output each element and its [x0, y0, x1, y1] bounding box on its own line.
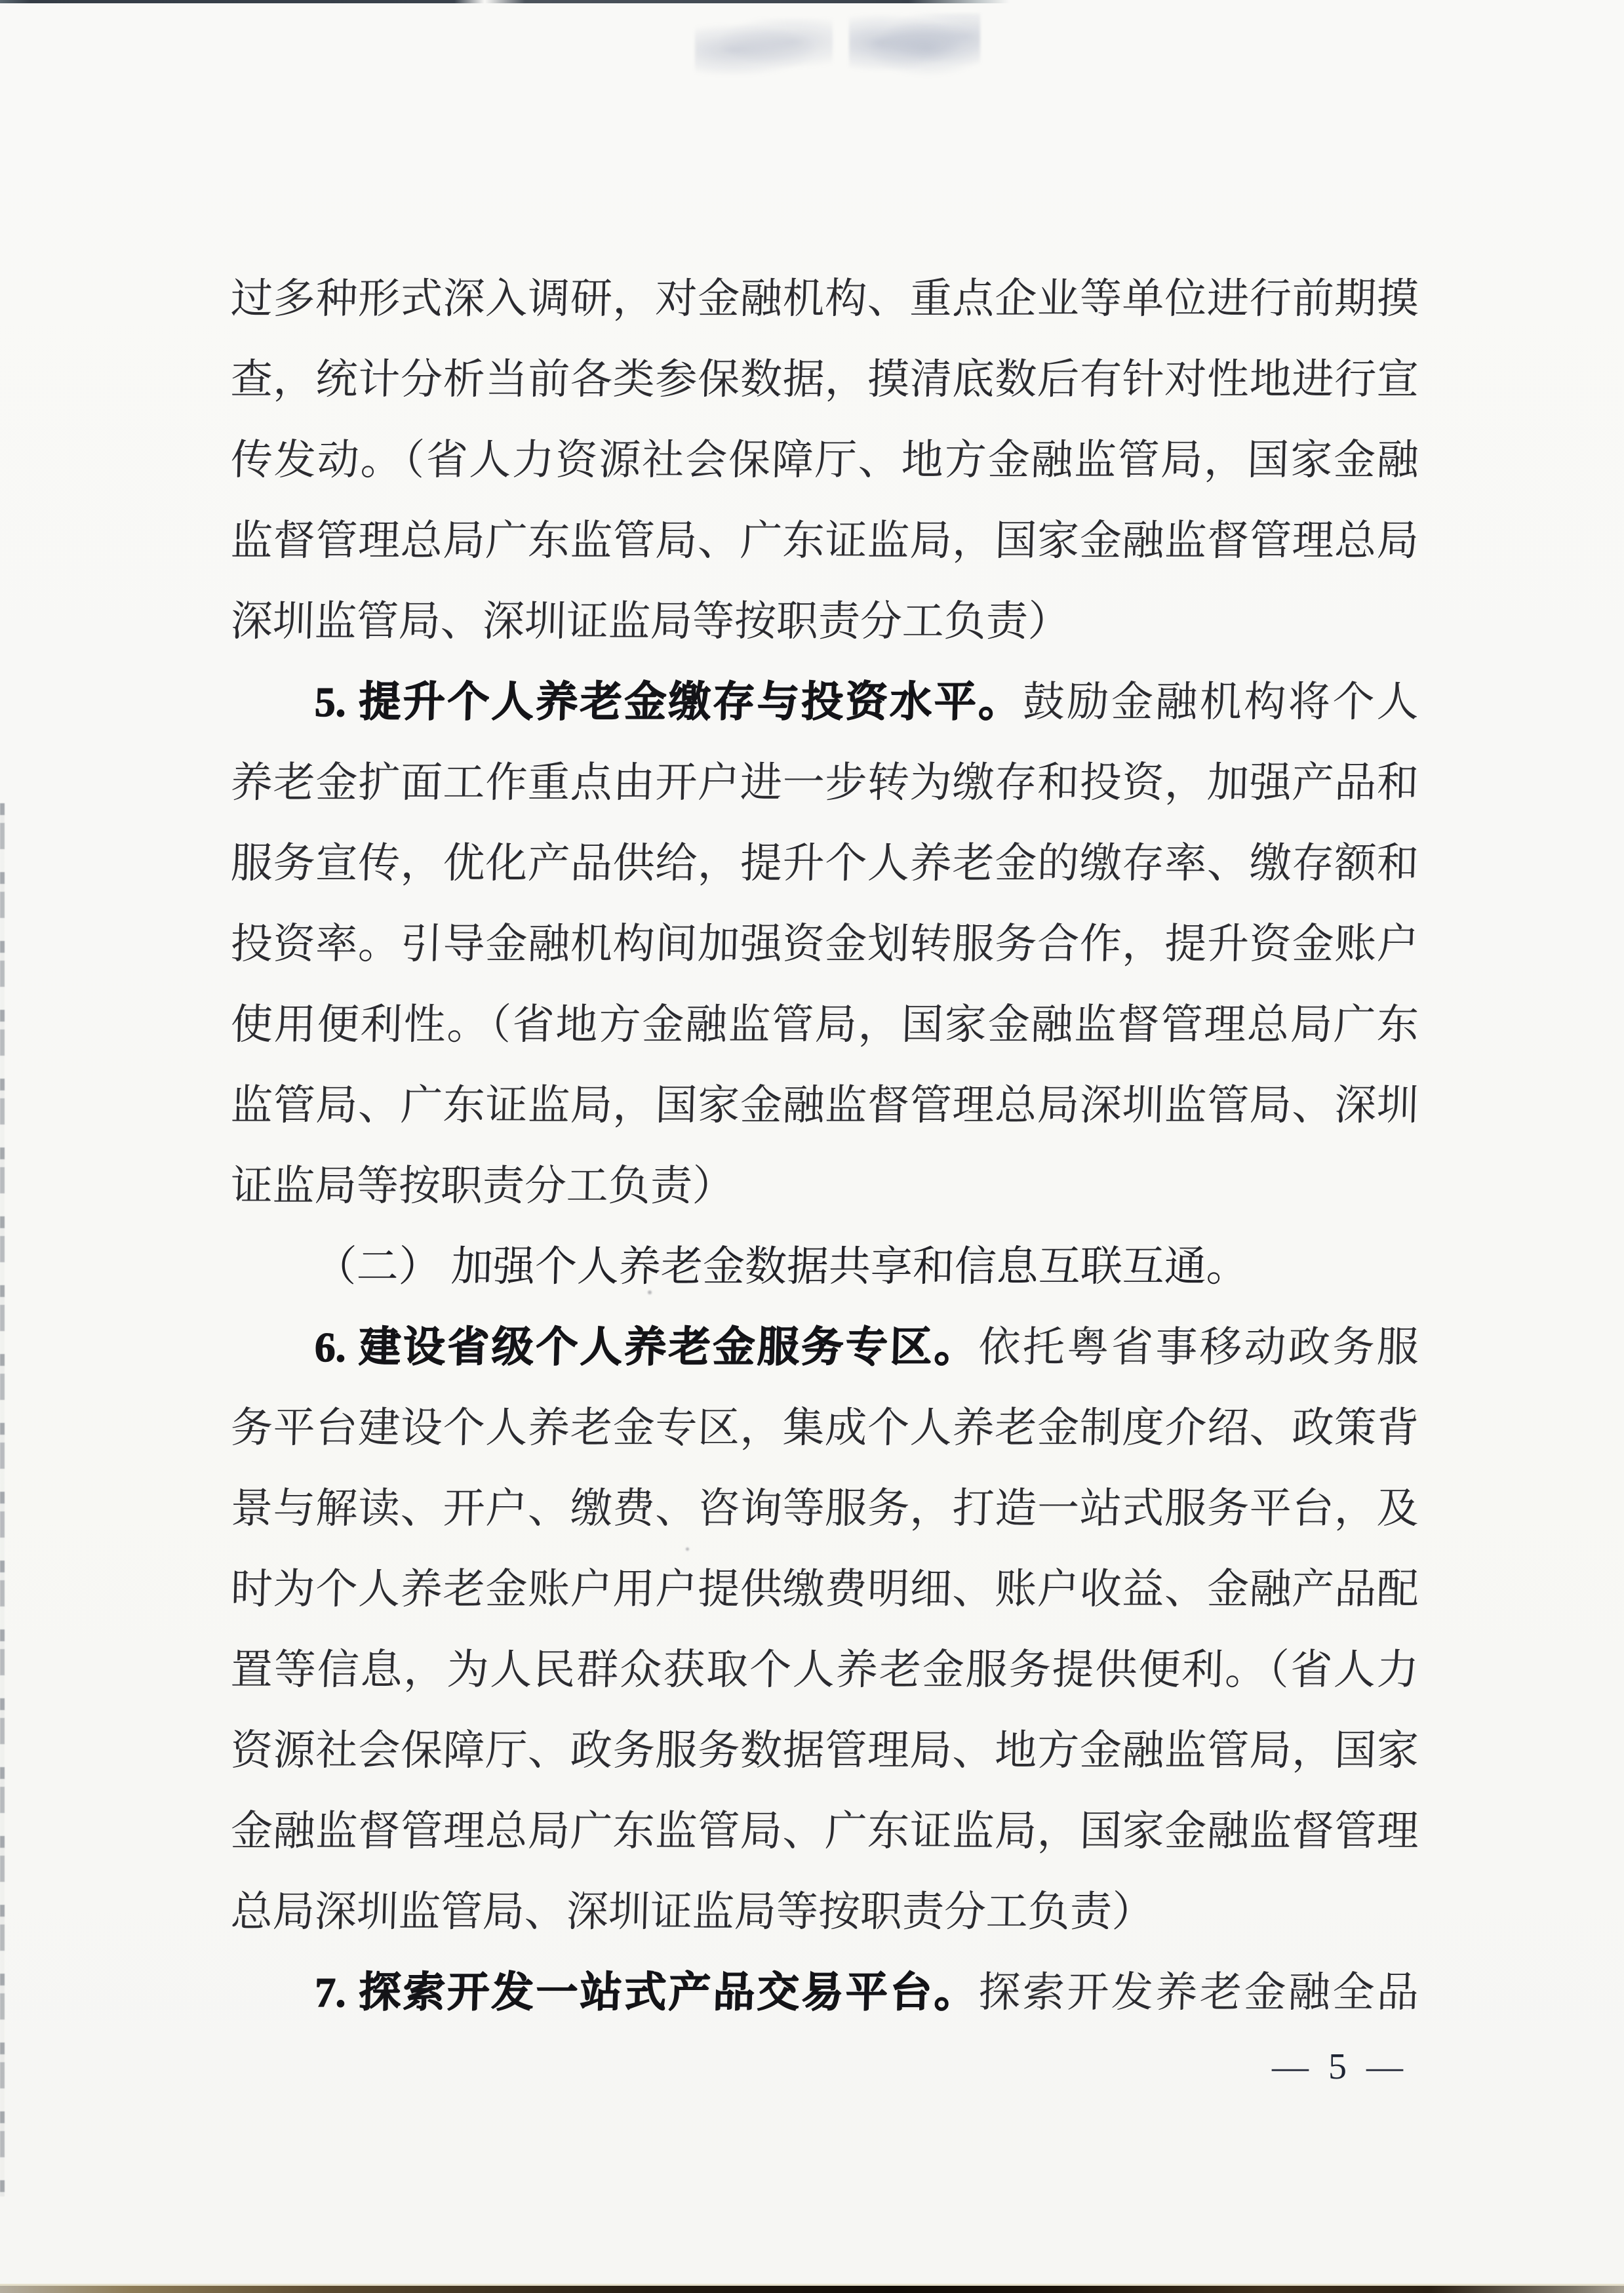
- text-line: [229, 1226, 1419, 1307]
- scan-artifact-bottom-band: [0, 2286, 1624, 2293]
- body-segment: （二） 加强个人养老金数据共享和信息互联互通。: [314, 1243, 1249, 1290]
- text-line: [229, 1952, 1419, 2033]
- body-segment: 监管局、广东证监局，国家金融监督管理总局深圳监管局、深圳: [230, 1082, 1419, 1128]
- text-line: [229, 1710, 1419, 1791]
- text-line: [229, 500, 1419, 581]
- body-segment: 鼓励金融机构将个人: [1022, 679, 1419, 725]
- text-line: [229, 823, 1419, 904]
- heading-segment: 7. 探索开发一站式产品交易平台。: [314, 1969, 980, 2016]
- scan-artifact-smudge: [695, 18, 833, 76]
- body-segment: 总局深圳监管局、深圳证监局等按职责分工负责）: [230, 1888, 1155, 1935]
- body-segment: 投资率。引导金融机构间加强资金划转服务合作，提升资金账户: [230, 921, 1419, 967]
- body-segment: 探索开发养老金融全品: [978, 1969, 1419, 2016]
- text-line: [229, 1871, 1419, 1952]
- body-segment: 金融监督管理总局广东监管局、广东证监局，国家金融监督管理: [230, 1808, 1419, 1854]
- heading-segment: 6. 建设省级个人养老金服务专区。: [314, 1324, 980, 1370]
- body-segment: 务平台建设个人养老金专区，集成个人养老金制度介绍、政策背: [230, 1405, 1419, 1451]
- heading-segment: 5. 提升个人养老金缴存与投资水平。: [314, 679, 1023, 725]
- body-segment: 资源社会保障厅、政务服务数据管理局、地方金融监管局，国家: [230, 1727, 1419, 1774]
- text-line: [229, 1387, 1419, 1468]
- body-segment: 时为个人养老金账户用户提供缴费明细、账户收益、金融产品配: [230, 1566, 1419, 1612]
- body-segment: 监督管理总局广东监管局、广东证监局，国家金融监督管理总局: [230, 517, 1419, 564]
- text-line: [229, 258, 1419, 339]
- text-line: [229, 662, 1419, 742]
- scan-artifact-left-edge: [0, 803, 5, 2197]
- text-line: [229, 1629, 1419, 1710]
- scan-artifact-smudge: [849, 13, 980, 79]
- body-segment: 深圳监管局、深圳证监局等按职责分工负责）: [230, 598, 1071, 645]
- body-segment: 过多种形式深入调研，对金融机构、重点企业等单位进行前期摸: [230, 275, 1419, 322]
- body-segment: 证监局等按职责分工负责）: [230, 1163, 735, 1209]
- body-segment: 依托粤省事移动政务服: [978, 1324, 1419, 1370]
- text-line: [229, 1468, 1419, 1549]
- text-line: [229, 742, 1419, 823]
- text-line: [229, 339, 1419, 420]
- scan-artifact-top-line: [0, 0, 1010, 3]
- text-line: [229, 1791, 1419, 1871]
- text-line: [229, 581, 1419, 662]
- text-line: [229, 904, 1419, 984]
- page-number: — 5 —: [1272, 2046, 1408, 2087]
- body-segment: 传发动。（省人力资源社会保障厅、地方金融监管局，国家金融: [230, 437, 1419, 483]
- body-segment: 置等信息，为人民群众获取个人养老金服务提供便利。（省人力: [230, 1646, 1419, 1693]
- body-segment: 服务宣传，优化产品供给，提升个人养老金的缴存率、缴存额和: [230, 840, 1419, 887]
- body-segment: 养老金扩面工作重点由开户进一步转为缴存和投资，加强产品和: [230, 759, 1419, 806]
- text-line: [229, 1146, 1419, 1226]
- text-block: [231, 258, 1419, 2033]
- body-segment: 景与解读、开户、缴费、咨询等服务，打造一站式服务平台，及: [230, 1485, 1419, 1532]
- text-line: [229, 1307, 1419, 1387]
- text-line: [229, 984, 1419, 1065]
- text-line: [229, 420, 1419, 500]
- text-line: [229, 1549, 1419, 1629]
- text-line: [229, 1065, 1419, 1146]
- body-segment: 查，统计分析当前各类参保数据，摸清底数后有针对性地进行宣: [230, 356, 1419, 403]
- body-segment: 使用便利性。（省地方金融监管局，国家金融监督管理总局广东: [230, 1001, 1419, 1048]
